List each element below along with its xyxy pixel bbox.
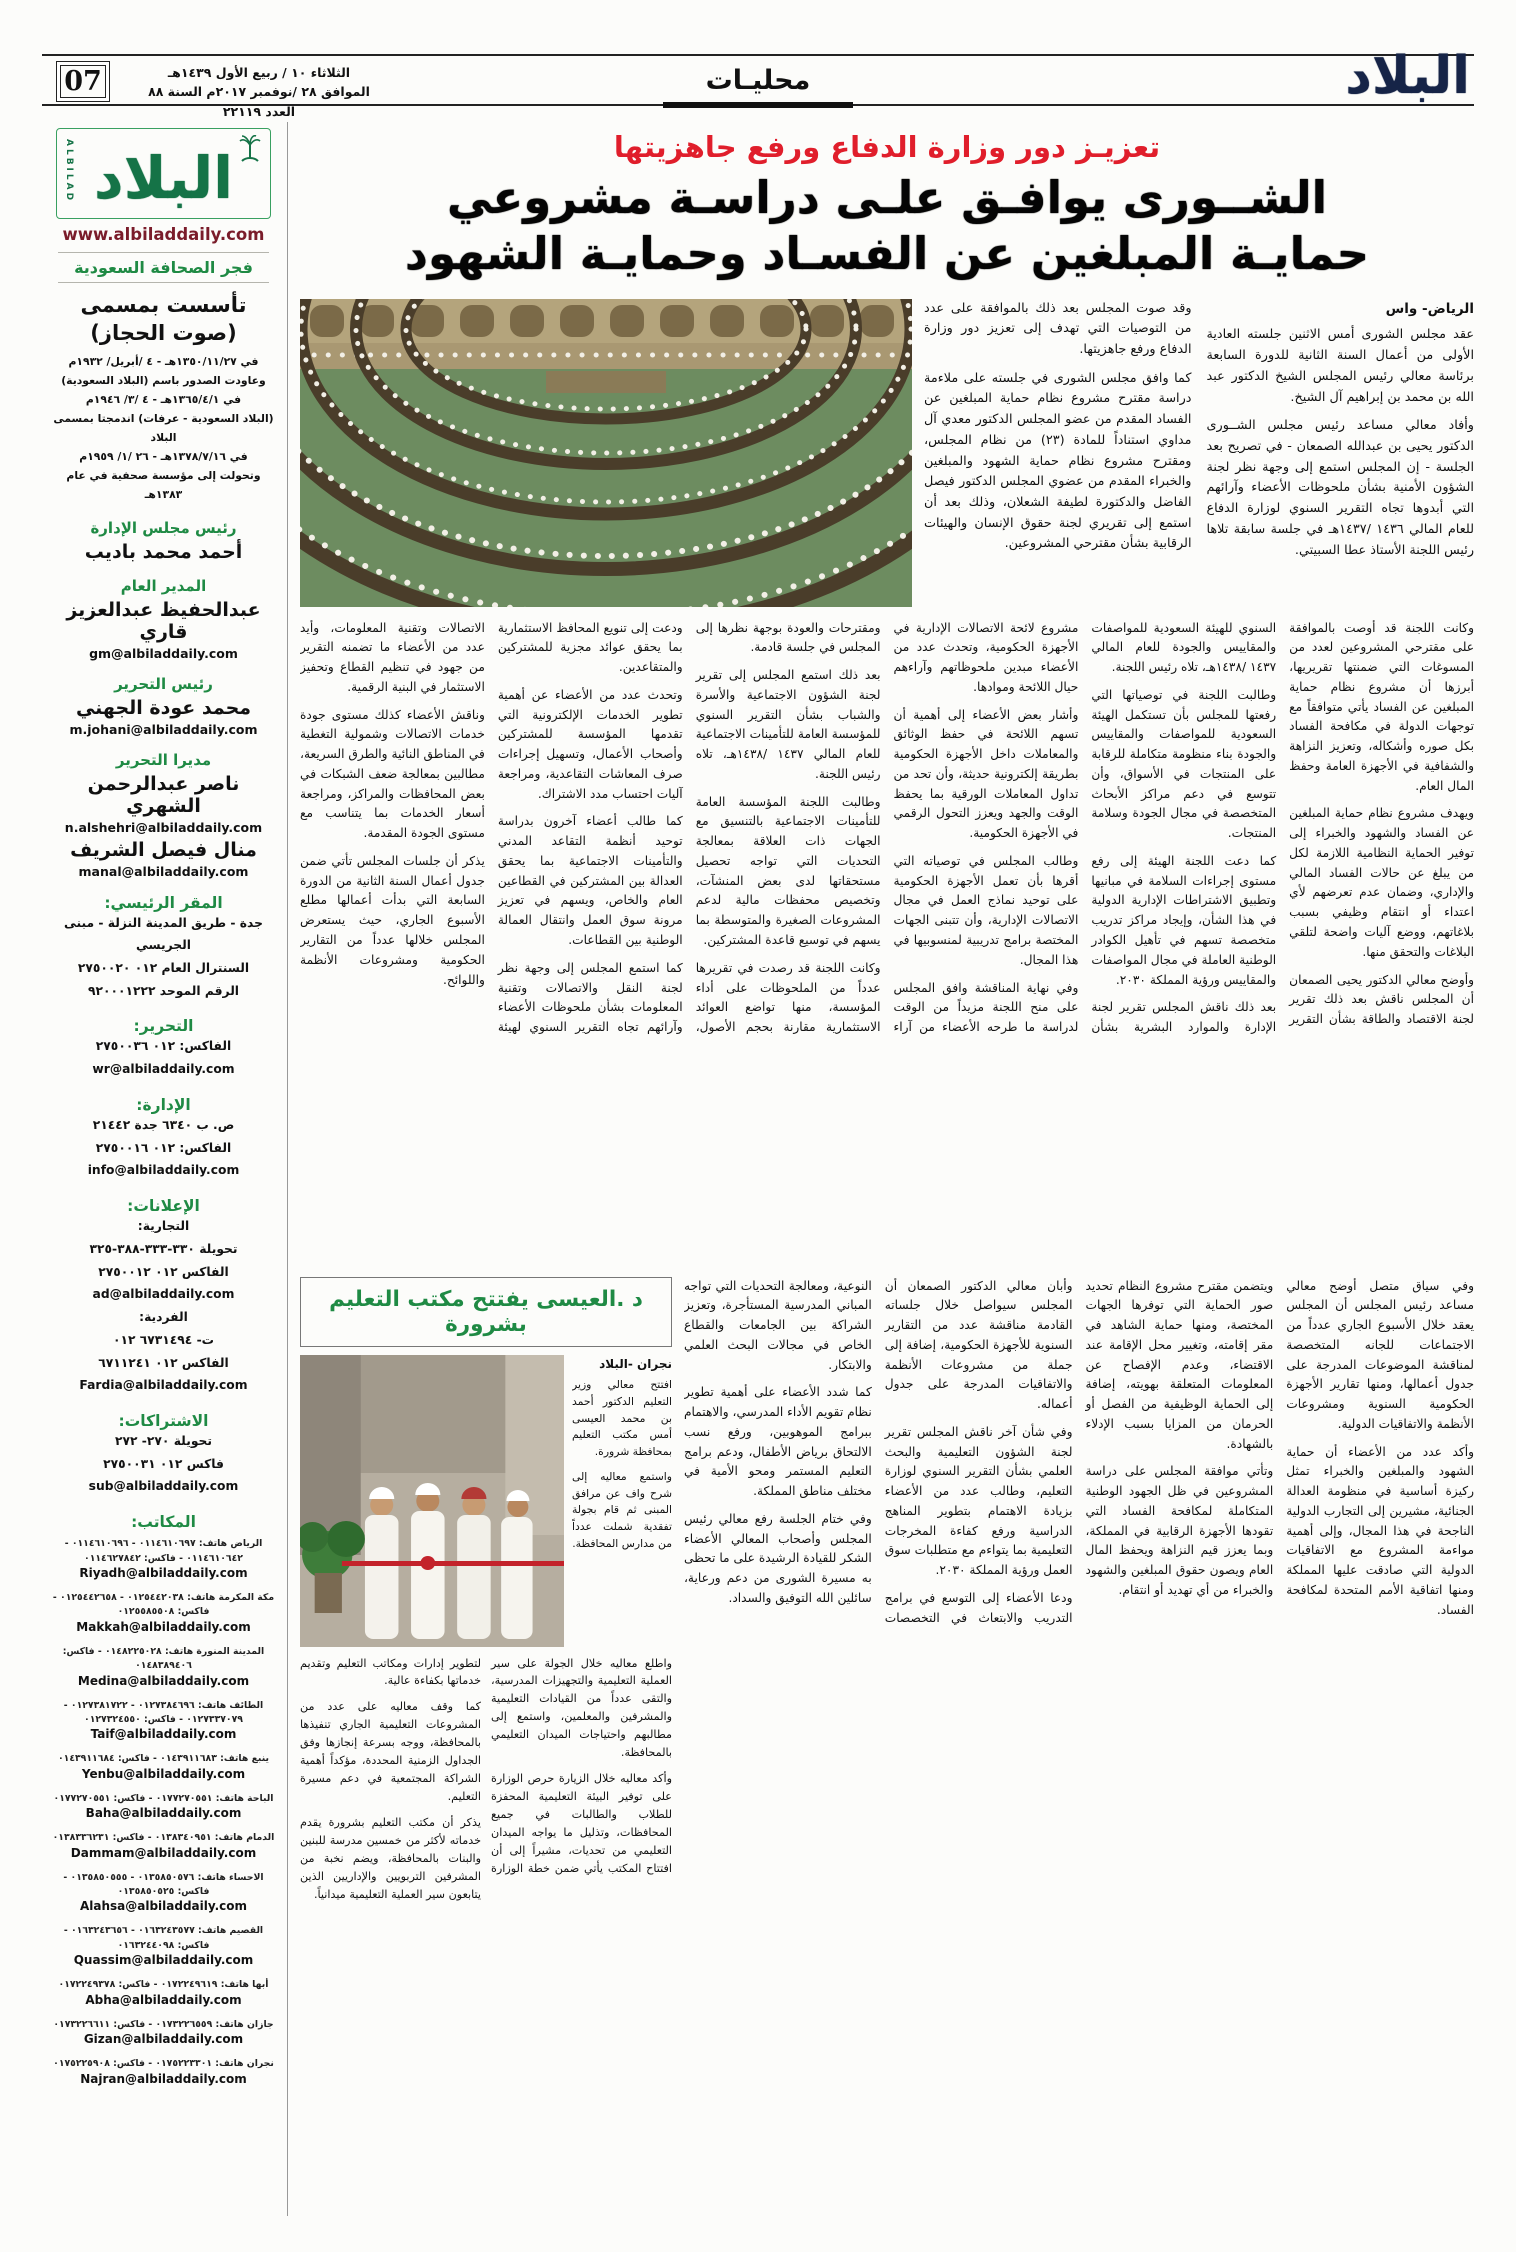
body-paragraph: كما دعت اللجنة الهيئة إلى رفع مستوى إجراءات السلامة في مبانيها وتطبيق الاشتراطات الإدارية الدولية في هذا الشأن، وإيجاد مراكز تدريب متخصصة تسهم في تأهيل الكوادر الوطنية العاملة في مجال المواصفات والمقاييس ورؤية المملكة ٢٠٣٠. xyxy=(1091,853,1277,987)
section-title xyxy=(42,56,1474,104)
body-paragraph: وتحدث عدد من الأعضاء عن أهمية تطوير الخدمات الإلكترونية التي تقدمها المؤسسة للمشتركين وأصحاب الأعمال، وتسهيل إجراءات صرف المعاشات التقاعدية، ومراجعة آليات احتساب مدد الاشتراك. xyxy=(497,687,683,801)
body-paragraph: بعد ذلك ناقش المجلس تقرير لجنة الإدارة والموارد البشرية بشأن مشروع لائحة الاتصالات الإدارية في الأجهزة الحكومية، وتحدث عدد من الأعضاء مبدين ملحوظاتهم وآراءهم حيال اللائحة وموادها. xyxy=(893,620,1277,1035)
body-paragraph: بعد ذلك استمع المجلس إلى تقرير لجنة الشؤون الاجتماعية والأسرة والشباب بشأن التقرير السنوي للمؤسسة العامة للتأمينات الاجتماعية للعام المالي ١٤٣٧ /١٤٣٨هـ، تلاه رئيس اللجنة. xyxy=(695,668,881,781)
office-phone-line: الاحساء هاتف: ٠١٣٥٨٥٠٥٧٦ - ٠١٣٥٨٥٠٥٥٥ - فاكس: ٠١٣٥٨٥٠٥٢٥ xyxy=(63,1871,264,1898)
sidebar-logo-box xyxy=(56,128,271,219)
contact-heading: الاشتراكات: xyxy=(118,1411,209,1430)
contact-line: ص. ب ٦٣٤٠ جدة ٢١٤٤٢ xyxy=(92,1117,235,1132)
contact-line: الفاكس: ٠١٢ ٢٧٥٠٠١٦ xyxy=(95,1140,232,1155)
secondary-story-byline: نجران -البلاد xyxy=(599,1356,672,1371)
office-phone-line: نجران هاتف: ٠١٧٥٢٢٣٣٠١ - فاكس: ٠١٧٥٢٢٥٩٠٨ xyxy=(53,2058,274,2070)
contact-line: الفاكس: ٠١٢ ٢٧٥٠٠٣٦ xyxy=(95,1039,232,1054)
office-email: Abha@albiladdaily.com xyxy=(85,1992,242,2007)
article-bottom-columns xyxy=(684,1277,1474,2195)
story-paragraph: افتتح معالي وزير التعليم الدكتور أحمد بن محمد العيسى أمس مكتب التعليم بمحافظة شرورة. xyxy=(572,1378,672,1459)
contact-line: sub@albiladdaily.com xyxy=(88,1479,239,1494)
contact-lines xyxy=(50,1430,277,1498)
body-paragraph: يذكر أن جلسات المجلس تأتي ضمن جدول أعمال السنة الثانية من الدورة السابعة التي بدأت أعمالها مطلع الأسبوع الجاري، حيث يستعرض المجلس خلالها عدداً من التقارير الحكومية ومشروعات الأنظمة واللوائح. xyxy=(300,853,485,987)
newspaper-logo-header: البلاد xyxy=(1345,46,1470,106)
shura-hall-illustration xyxy=(300,299,912,607)
office-item xyxy=(50,1537,277,1580)
contact-line: الفاكس ٠١٢ ٢٧٥٠٠١٢ xyxy=(98,1264,229,1279)
staff-entry xyxy=(50,675,277,737)
office-email: Riyadh@albiladdaily.com xyxy=(79,1566,248,1580)
body-paragraph: ويتضمن مقترح مشروع النظام تحديد صور الحماية التي توفرها الجهات المختصة، ومنها حماية الشاهد في مقر إقامته، وتغيير محل الإقامة عند الاقتضاء، وعدم الإفصاح عن المعلومات المتعلقة بهويته، إضافة إلى الحماية الوظيفية من الفصل أو الحرمان من المزايا بسبب الإدلاء بالشهادة. xyxy=(1085,1278,1274,1451)
staff-list xyxy=(50,519,277,879)
contact-section xyxy=(50,1017,277,1080)
body-paragraph: وطالب المجلس في توصياته التي أقرها بأن تعمل الأجهزة الحكومية على توحيد نماذج العمل في مجال الاتصالات الإدارية، وأن تتبنى الجهات المختصة برامج تدريبية لمنسوبيها في هذا المجال. xyxy=(893,853,1079,967)
section-underline xyxy=(663,102,853,108)
contact-lines xyxy=(50,1114,277,1182)
page-header xyxy=(42,46,1474,119)
secondary-story-body xyxy=(300,1655,672,2195)
staff-name: محمد عودة الجهني xyxy=(75,696,252,719)
body-paragraph: وأشار بعض الأعضاء إلى أهمية أن تسهم اللائحة في حفظ الوثائق والمعاملات داخل الأجهزة الحكومية بطريقة إلكترونية حديثة، وأن تحد من تداول المعاملات الورقية بما يحفظ الوقت والجهد ويعزز التحول الرقمي في الأجهزة الحكومية. xyxy=(893,707,1079,841)
history-line: في ١٣٧٨/٧/١٦هـ - ٢٦ /١/ ١٩٥٩م xyxy=(79,449,248,463)
contact-heading: المقر الرئيسي: xyxy=(104,893,223,912)
staff-entry xyxy=(50,519,277,563)
body-paragraph: كما شدد الأعضاء على أهمية تطوير نظام تقويم الأداء المدرسي، والاهتمام ببرامج الموهوبين، ورفع نسب الالتحاق برياض الأطفال، ودعم برامج التعليم المستمر ومحو الأمية في مختلف مناطق المملكة. xyxy=(684,1385,872,1499)
office-phone-line: الرياض هاتف: ٠١١٤٦١٠٦٩٧ - ٠١١٤٦١٠٦٩٦ - ٠١١٤٦١٠٦٤٢ - فاكس: ٠١١٤٦٢٧٨٤٢ xyxy=(64,1538,263,1564)
body-paragraph: وأكد عدد من الأعضاء أن حماية الشهود والمبلغين والخبراء تمثل ركيزة أساسية في منظومة العدالة الجنائية، مشيرين إلى التجارب الدولية الناجحة في هذا المجال، وإلى أهمية مواءمة المشروع مع الاتفاقيات الدولية التي صادقت عليها المملكة ومنها اتفاقية الأمم المتحدة لمكافحة الفساد. xyxy=(1286,1444,1474,1617)
office-phone-line: الباحة هاتف: ٠١٧٧٢٧٠٥٥١ - فاكس: ٠١٧٧٢٧٠٥٥١ xyxy=(53,1792,274,1804)
staff-email: n.alshehri@albiladdaily.com xyxy=(64,819,263,835)
office-item xyxy=(50,1645,277,1688)
staff-entry xyxy=(50,839,277,879)
office-item xyxy=(50,1792,277,1820)
office-phone-line: ينبع هاتف: ٠١٤٣٩١١٦٨٣ - فاكس: ٠١٤٣٩١١٦٨٤ xyxy=(57,1753,270,1765)
article-byline: الرياض- واس xyxy=(1385,300,1474,317)
main-headline xyxy=(300,170,1474,283)
office-email: Medina@albiladdaily.com xyxy=(77,1673,250,1688)
staff-name: أحمد محمد باديب xyxy=(84,540,243,563)
contact-heading: التحرير: xyxy=(133,1017,194,1036)
office-item xyxy=(50,2018,277,2046)
story-paragraph: وأكد معاليه خلال الزيارة حرص الوزارة على توفير البيئة التعليمية المحفزة للطلاب والطالبات في جميع المحافظات، وتذليل ما يواجه الميدان التعليمي من تحديات، مشيراً إلى أن افتتاح المكتب يأتي ضمن خطة الوزارة لتطوير إدارات ومكاتب التعليم وتقديم خدماتها بكفاءة عالية. xyxy=(300,1656,672,1875)
founding-history xyxy=(50,353,277,504)
contact-lines xyxy=(50,1035,277,1080)
staff-email: m.johani@albiladdaily.com xyxy=(69,721,258,737)
website-url: www.albiladdaily.com xyxy=(62,224,265,244)
office-email: Baha@albiladdaily.com xyxy=(85,1806,242,1821)
staff-title: رئيس التحرير xyxy=(114,674,213,693)
intro-paragraph: وأفاد معالي مساعد رئيس مجلس الشــورى الدكتور يحيى بن عبدالله الصمعان - في تصريح بعد الجلسة - إن المجلس استمع إلى وجهة نظر لجنة الشؤون الأمنية بشأن ملحوظات الأعضاء وآرائهم التي أبدوها تجاه التقرير السنوي لوزارة الدفاع للعام المالي ١٤٣٦ /١٤٣٧هـ في جلسة سابقة تلاها رئيس اللجنة الأستاذ عطا السبيتي. xyxy=(1206,418,1474,558)
office-phone-line: أبها هاتف: ٠١٧٢٢٤٩٦١٩ - فاكس: ٠١٧٢٢٤٩٣٧٨ xyxy=(58,1979,269,1991)
shura-council-hall-photo xyxy=(300,299,912,607)
body-paragraph: وفي سياق متصل أوضح معالي مساعد رئيس المجلس أن المجلس يعقد خلال الأسبوع الجاري عدداً من الاجتماعات للجانه المتخصصة لمناقشة الموضوعات المدرجة على جدول أعمالها، ومنها تقارير الأجهزة الحكومية السنوية ومشروعات الأنظمة والاتفاقيات الدولية. xyxy=(1286,1278,1474,1431)
contact-lines xyxy=(50,1215,277,1397)
body-paragraph: وتأتي موافقة المجلس على دراسة المشروعين في ظل الجهود الوطنية المتكاملة لمكافحة الفساد التي تقودها الأجهزة الرقابية في المملكة، وبما يعزز قيم النزاهة ويحفظ المال العام ويصون حقوق المبلغين والشهود والخبراء من أي تهديد أو انتقام. xyxy=(1085,1464,1274,1597)
contact-section xyxy=(50,1096,277,1182)
offices-heading: المكاتب: xyxy=(131,1513,196,1532)
body-paragraph: وأبان معالي الدكتور الصمعان أن المجلس سيواصل خلال جلساته القادمة مناقشة عدد من التقارير السنوية للأجهزة الحكومية، إضافة إلى جملة من مشروعات الأنظمة والاتفاقيات المدرجة على جدول أعماله. xyxy=(884,1278,1073,1412)
staff-entry xyxy=(50,577,277,661)
secondary-story-headline: د .العيسى يفتتح مكتب التعليم بشرورة xyxy=(300,1277,672,1347)
office-phone-line: الطائف هاتف: ٠١٢٧٣٨٤٦٩٦ - ٠١٢٧٣٨١٧٢٢ - ٠١٢٧٣٣٧٠٧٩ - فاكس: ٠١٢٧٣٢٤٥٥٠ xyxy=(63,1699,264,1726)
staff-title: مديرا التحرير xyxy=(115,750,212,769)
body-paragraph: ودعا الأعضاء إلى التوسع في برامج التدريب والابتعاث في التخصصات النوعية، ومعالجة التحديات التي تواجه المباني المدرسية المستأجرة، وتعزيز الشراكة بين الجامعات والقطاع الخاص في مجالات البحث العلمي والابتكار. xyxy=(684,1278,1073,1625)
office-email: Yenbu@albiladdaily.com xyxy=(81,1766,246,1781)
founded-title: تأسست بمسمى xyxy=(80,292,247,317)
office-item xyxy=(50,1752,277,1780)
founded-name: (صوت الحجاز) xyxy=(90,321,237,346)
offices-list xyxy=(50,1537,277,2085)
contact-line: فاكس ٠١٢ ٢٧٥٠٠٣١ xyxy=(103,1456,224,1471)
office-item xyxy=(50,1978,277,2006)
office-email: Najran@albiladdaily.com xyxy=(80,2071,247,2086)
office-email: Taif@albiladdaily.com xyxy=(90,1727,237,1742)
body-paragraph: كما طالب أعضاء آخرون بدراسة توحيد أنظمة التقاعد المدني والتأمينات الاجتماعية بما يحقق العدالة بين المشتركين في القطاعين العام والخاص، ويسهم في تعزيز مرونة سوق العمل وانتقال العمالة الوطنية بين القطاعات. xyxy=(497,814,683,947)
body-paragraph: وفي نهاية المناقشة وافق المجلس على منح اللجنة مزيداً من الوقت لدراسة ما طرحه الأعضاء من آراء ومقترحات والعودة بوجهة نظرها إلى المجلس في جلسة قادمة. xyxy=(695,620,1079,1035)
body-paragraph: وطالبت اللجنة المؤسسة العامة للتأمينات الاجتماعية بالتنسيق مع الجهات ذات العلاقة بمعالجة التحديات التي تواجه تحصيل مستحقاتها لدى بعض المنشآت، وتخصيص محفظات مالية لدعم المشروعات الصغيرة والمتوسطة بما يسهم في توسيع قاعدة المشتركين. xyxy=(695,794,881,947)
headline-line-1: الشــورى يوافـق علـى دراسـة مشروعي xyxy=(446,171,1328,224)
story-paragraph: كما وقف معاليه على عدد من المشروعات التعليمية الجاري تنفيذها بالمحافظة، ووجه بسرعة إنجازها وفق الجداول الزمنية المحددة، مؤكداً أهمية الشراكة المجتمعية في دعم مسيرة التعليم. xyxy=(300,1700,481,1803)
body-paragraph: وكانت اللجنة قد رصدت في تقريرها عدداً من الملحوظات على أداء المؤسسة، منها تواضع العوائد الاستثمارية مقارنة بحجم الأصول، ودعت إلى تنويع المحافظ الاستثمارية بما يحقق عوائد مجزية للمشتركين والمتقاعدين. xyxy=(497,620,881,1035)
body-paragraph: وناقش الأعضاء كذلك مستوى جودة خدمات الاتصالات وشمولية التغطية في المناطق النائية والطرق السريعة، مطالبين بمعالجة ضعف الشبكات في بعض المحافظات والمراكز، ومراجعة أسعار الخدمات بما يتناسب مع مستوى الجودة المقدمة. xyxy=(300,707,485,841)
story-paragraph: واطلع معاليه خلال الجولة على سير العملية التعليمية والتجهيزات المدرسية، والتقى عدداً من القيادات التعليمية والمشرفين والمعلمين، واستمع إلى مطالبهم واحتياجات الميدان التعليمي بالمحافظة. xyxy=(491,1656,672,1760)
office-phone-line: جازان هاتف: ٠١٧٣٢٢٦٥٥٩ - فاكس: ٠١٧٣٢٢٦٦١١ xyxy=(53,2018,274,2030)
office-item xyxy=(50,1924,277,1967)
ribbon-cutting-illustration xyxy=(300,1355,564,1647)
lead-row xyxy=(300,299,1474,607)
contact-heading: الإدارة: xyxy=(136,1095,191,1114)
contact-line: تحويلة ٣٣٠-٣٣٣-٣٨٨-٣٢٥ xyxy=(89,1241,238,1256)
office-phone-line: الدمام هاتف: ٠١٣٨٣٤٠٩٥١ - فاكس: ٠١٣٨٣٣٦٢٣١ xyxy=(52,1832,275,1844)
contact-line: ad@albiladdaily.com xyxy=(92,1287,235,1302)
history-line: وعاودت الصدور باسم (البلاد السعودية) xyxy=(61,374,266,388)
office-phone-line: القصيم هاتف: ٠١٦٣٢٤٣٥٧٧ - ٠١٦٣٢٤٣٦٥٦ - فاكس: ٠١٦٣٢٤٤٠٩٨ xyxy=(63,1925,264,1951)
body-paragraph: ويهدف مشروع نظام حماية المبلغين عن الفساد والشهود والخبراء إلى توفير الحماية النظامية اللازمة لكل من يبلغ عن حالات الفساد المالي والإداري، وضمان عدم تعرضهم لأي اعتداء أو انتقام وظيفي بسبب بلاغاتهم، ووضع آليات واضحة لتلقي البلاغات والتحقق منها. xyxy=(1289,806,1474,959)
office-item xyxy=(50,1831,277,1859)
office-email: Gizan@albiladdaily.com xyxy=(83,2032,244,2047)
date-hijri: الثلاثاء ١٠ / ربيع الأول ١٤٣٩هـ xyxy=(167,65,351,80)
contact-lines xyxy=(50,912,277,1003)
office-phone-line: مكة المكرمة هاتف: ٠١٢٥٤٤٢٠٣٨ - ٠١٢٥٤٤٢٦٥٨ - فاكس: ٠١٢٥٥٨٥٥٠٨ xyxy=(52,1592,275,1618)
office-item xyxy=(50,1699,277,1742)
ribbon-cutting-photo xyxy=(300,1355,564,1647)
intro-paragraph: عقد مجلس الشورى أمس الاثنين جلسته العادية الأولى من أعمال السنة الثانية للدورة السابعة برئاسة معالي رئيس المجلس الشيخ الدكتور عبد الله بن محمد بن إبراهيم آل الشيخ. xyxy=(1206,327,1474,405)
intro-paragraphs xyxy=(924,299,1474,567)
staff-entry xyxy=(50,751,277,835)
history-line: في ١٣٦٥/٤/١هـ - ٤ /٣/ ١٩٤٦م xyxy=(85,393,242,407)
office-email: Alahsa@albiladdaily.com xyxy=(79,1899,248,1914)
contact-section xyxy=(50,894,277,1003)
contact-line: الفاكس ٠١٢ ٦٧١١٢٤١ xyxy=(98,1355,229,1370)
contact-heading: الإعلانات: xyxy=(127,1197,200,1216)
article-body-columns xyxy=(300,619,1474,1267)
staff-title: رئيس مجلس الإدارة xyxy=(90,518,237,537)
staff-title: المدير العام xyxy=(120,576,207,595)
logo-latin-text: ALBILAD xyxy=(64,139,74,204)
section-label: محليـات xyxy=(705,64,811,96)
contact-sections xyxy=(50,894,277,1499)
intro-paragraph: وقد صوت المجلس بعد ذلك بالموافقة على عدد من التوصيات التي تهدف إلى تعزيز دور وزارة الدفاع ورفع جاهزيتها. xyxy=(924,300,1192,357)
history-line: (البلاد السعودية - عرفات) اندمجتا بمسمى البلاد xyxy=(53,412,274,444)
body-paragraph: كما استمع المجلس إلى وجهة نظر لجنة النقل والاتصالات وتقنية المعلومات بشأن ملحوظات الأعضاء وآرائهم تجاه التقرير السنوي لهيئة الاتصالات وتقنية المعلومات، وأيد عدد من الأعضاء ما تضمنه التقرير من جهود في تنظيم القطاع وتحفيز الاستثمار في البنية الرقمية. xyxy=(300,620,683,1035)
office-phone-line: المدينة المنورة هاتف: ٠١٤٨٢٢٥٠٢٨ - فاكس: ٠١٤٨٣٨٩٤٠٦ xyxy=(62,1645,265,1672)
secondary-story-side-text xyxy=(572,1355,672,1647)
contact-line: التجارية: xyxy=(137,1219,190,1234)
contact-line: ت- ٦٧٣١٤٩٤ ٠١٢ xyxy=(112,1332,215,1347)
office-item xyxy=(50,1871,277,1914)
staff-email: gm@albiladdaily.com xyxy=(89,645,238,661)
story-paragraph: يذكر أن مكتب التعليم بشرورة يقدم خدماته لأكثر من خمسين مدرسة للبنين والبنات بالمحافظة، ويضم نخبة من المشرفين التربويين والإداريين الذين يتابعون سير العملية التعليمية ميدانياً. xyxy=(300,1815,481,1901)
staff-email: manal@albiladdaily.com xyxy=(78,863,249,879)
contact-line: Fardia@albiladdaily.com xyxy=(79,1378,248,1393)
staff-name: عبدالحفيظ عبدالعزيز قاري xyxy=(66,598,261,643)
sidebar-logo-calligraphy: البلاد xyxy=(93,144,234,212)
secondary-story-media xyxy=(300,1355,672,1647)
contact-line: wr@albiladdaily.com xyxy=(92,1062,235,1077)
history-line: وتحولت إلى مؤسسة صحفية في عام ١٣٨٣هـ xyxy=(66,468,261,501)
body-paragraph: وأوضح معالي الدكتور يحيى الصمعان أن المجلس ناقش بعد ذلك تقرير لجنة الاقتصاد والطاقة بشأن التقرير السنوي للهيئة السعودية للمواصفات والمقاييس والجودة للعام المالي ١٤٣٧ /١٤٣٨هـ، تلاه رئيس اللجنة. xyxy=(1091,620,1474,1027)
body-paragraph: وطالبت اللجنة في توصياتها التي رفعتها للمجلس بأن تستكمل الهيئة السعودية للمواصفات والمقاييس والجودة بناء منظومة متكاملة للرقابة على المنتجات في الأسواق، وأن تتوسع في دعم مراكز الأبحاث المتخصصة في مجال الجودة وسلامة المنتجات. xyxy=(1091,687,1277,841)
staff-name: منال فيصل الشريف xyxy=(70,838,257,861)
staff-name: ناصر عبدالرحمن الشهري xyxy=(87,772,240,817)
contact-line: تحويلة ٢٧٠- ٢٧٢ xyxy=(114,1433,213,1448)
date-gregorian-issue: الموافق ٢٨ /نوفمبر ٢٠١٧م السنة ٨٨ العدد ٢٢١١٩ xyxy=(148,84,370,119)
page-number: 07 xyxy=(56,61,110,102)
secondary-story xyxy=(300,1277,672,2195)
intro-paragraph: كما وافق مجلس الشورى في جلسته على ملاءمة دراسة مقترح مشروع نظام حماية المبلغين عن الفساد المقدم من عضو المجلس الدكتور معدي آل مداوي استناداً للمادة (٢٣) من نظام المجلس، ومقترح مشروع نظام حماية الشهود والمبلغين والخبراء المقدم من عضوي المجلس الدكتور فيصل الفاضل والدكتورة لطيفة الشعلان، وذلك بعد أن استمع إلى تقريري لجنة حقوق الإنسان والهيئات الرقابية بشأن مقترحي المشروعين. xyxy=(924,370,1192,552)
masthead-sidebar xyxy=(42,122,288,2216)
office-email: Makkah@albiladdaily.com xyxy=(76,1619,251,1634)
contact-section xyxy=(50,1412,277,1498)
article-intro xyxy=(924,299,1474,607)
office-email: Quassim@albiladdaily.com xyxy=(73,1953,254,1968)
contact-line: الفردية: xyxy=(139,1310,188,1325)
contact-section xyxy=(50,1197,277,1397)
article-kicker: تعزيـز دور وزارة الدفاع ورفع جاهزيتها xyxy=(613,130,1161,164)
history-line: في ١٣٥٠/١١/٢٧هـ - ٤ /أبريل/ ١٩٣٢م xyxy=(68,355,259,369)
secondary-story-side-paragraphs xyxy=(572,1377,672,1552)
bottom-row xyxy=(300,1277,1474,2195)
story-paragraph: واستمع معاليه إلى شرح واف عن مرافق المبنى ثم قام بجولة تفقدية شملت عدداً من مدارس المحافظة. xyxy=(572,1469,672,1550)
palm-emblem-icon xyxy=(238,135,262,163)
contact-line: info@albiladdaily.com xyxy=(87,1163,240,1178)
body-paragraph: وفي شأن آخر ناقش المجلس تقرير لجنة الشؤون التعليمية والبحث العلمي بشأن التقرير السنوي لوزارة التعليم، وطالب عدد من الأعضاء بزيادة الاهتمام بتطوير المناهج الدراسية ورفع كفاءة المخرجات التعليمية بما يتواءم مع متطلبات سوق العمل ورؤية المملكة ٢٠٣٠. xyxy=(884,1424,1073,1578)
main-article-area xyxy=(300,122,1474,2216)
contact-line: السنترال العام ٠١٢ ٢٧٥٠٠٢٠ xyxy=(77,960,250,975)
office-item xyxy=(50,2057,277,2085)
headline-line-2: حمايـة المبلغين عن الفسـاد وحمايـة الشهود xyxy=(404,227,1370,281)
body-paragraph: وكانت اللجنة قد أوصت بالموافقة على مقترحي المشروعين لعدد من المسوغات التي ضمنتها تقريريها، أبرزها أن مشروع نظام حماية المبلغين عن الفساد يأتي متوافقاً مع توجهات الدولة في مكافحة الفساد بكل صوره وأشكاله، وتعزيز النزاهة والشفافية في الأجهزة العامة وحفظ المال العام. xyxy=(1289,620,1474,793)
office-email: Dammam@albiladdaily.com xyxy=(70,1845,257,1860)
contact-line: الرقم الموحد ٩٢٠٠٠١٢٢٢ xyxy=(87,983,240,998)
office-item xyxy=(50,1591,277,1634)
body-paragraph: وفي ختام الجلسة رفع معالي رئيس المجلس وأصحاب المعالي الأعضاء الشكر للقيادة الرشيدة على ما تحظى به مسيرة الشورى من دعم ورعاية، سائلين الله التوفيق والسداد. xyxy=(684,1511,872,1605)
contact-line: جدة - طريق المدينة النزلة - مبنى الجريسي xyxy=(64,915,263,953)
paper-slogan: فجر الصحافة السعودية xyxy=(58,252,269,283)
